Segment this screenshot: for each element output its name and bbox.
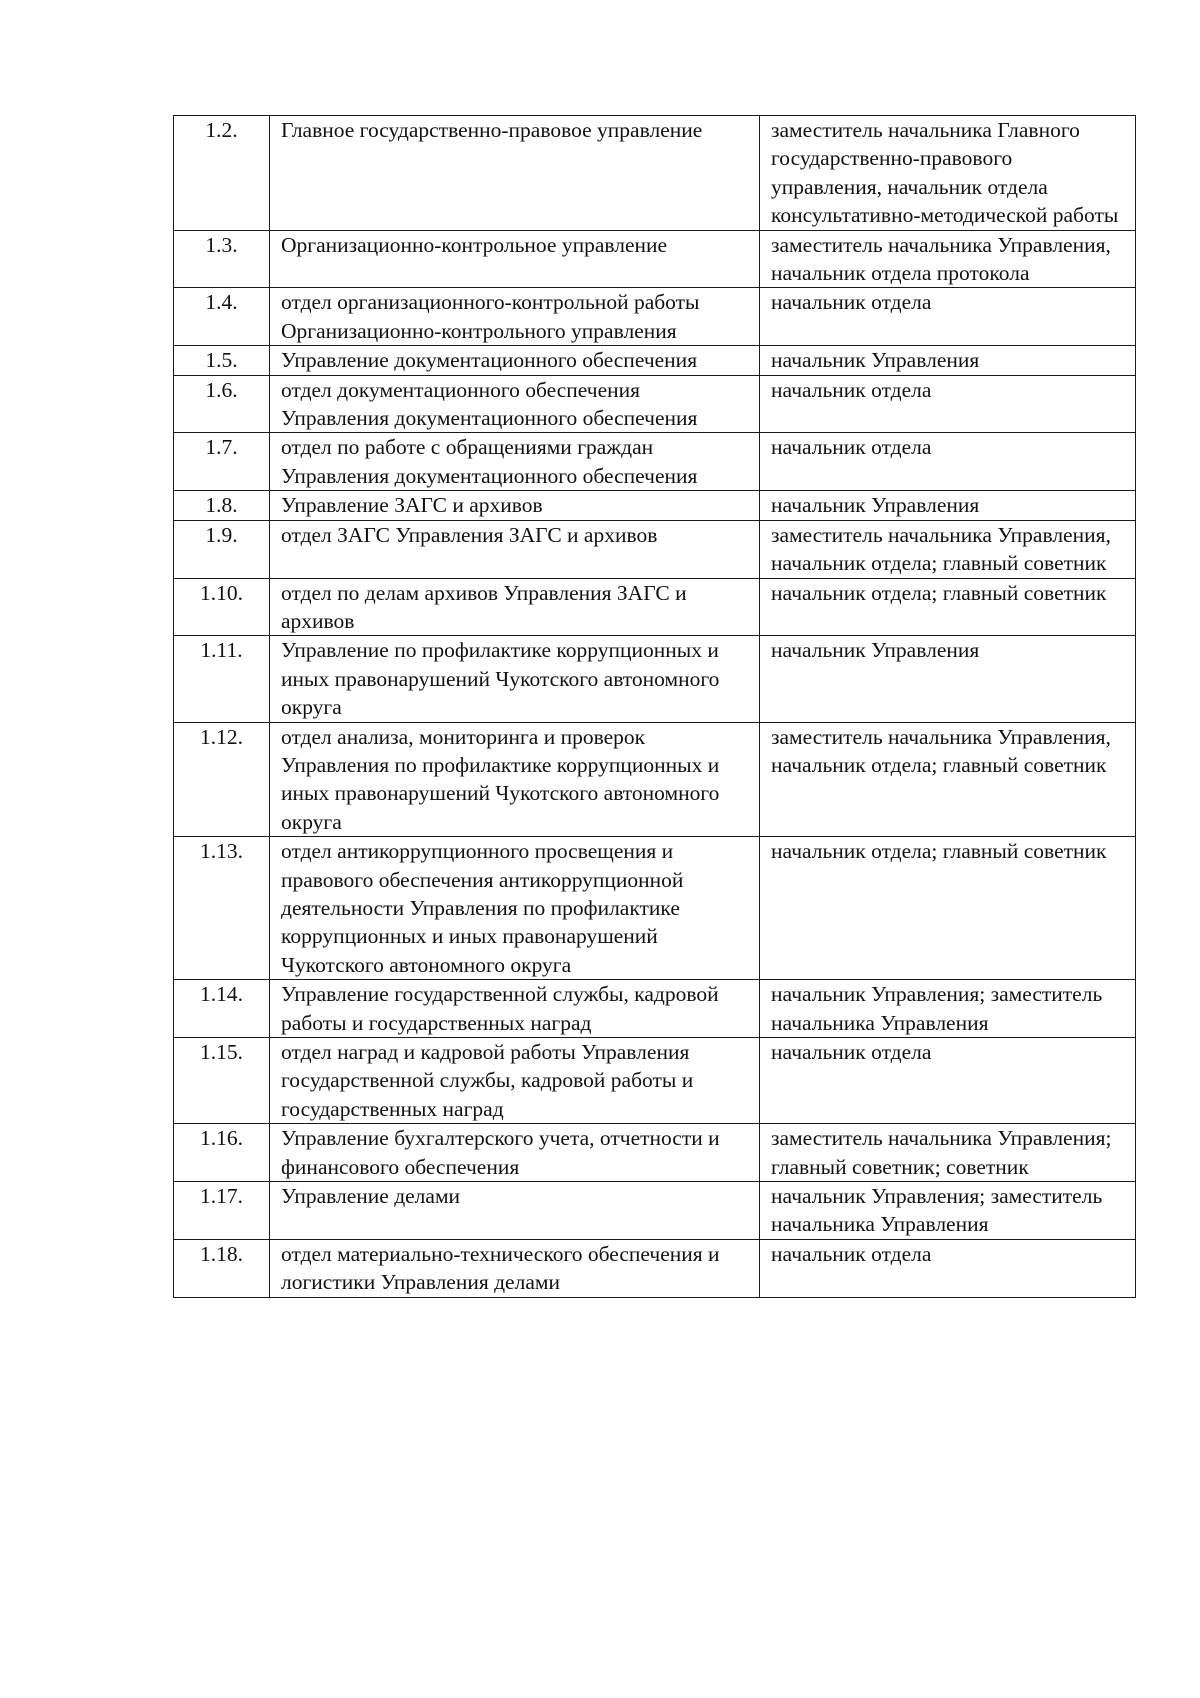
unit-name-cell: Управление делами: [270, 1182, 760, 1240]
position-cell: начальник отдела; главный советник: [760, 837, 1136, 980]
table-row: [174, 980, 1136, 1038]
position-cell: начальник отдела: [760, 288, 1136, 346]
position-cell: заместитель начальника Главного государственно-правового управления, начальник отдела консультативно-методической работы: [760, 116, 1136, 231]
row-number-cell: 1.3.: [174, 230, 270, 288]
row-number-cell: 1.8.: [174, 491, 270, 520]
unit-name-cell: отдел по работе с обращениями граждан Управления документационного обеспечения: [270, 433, 760, 491]
unit-name-cell: отдел по делам архивов Управления ЗАГС и архивов: [270, 578, 760, 636]
table-row: [174, 1038, 1136, 1124]
table-row: [174, 636, 1136, 722]
table-row: [174, 1239, 1136, 1297]
table-row: [174, 491, 1136, 520]
position-cell: начальник Управления: [760, 346, 1136, 375]
row-number-cell: 1.10.: [174, 578, 270, 636]
unit-name-cell: Организационно-контрольное управление: [270, 230, 760, 288]
row-number-cell: 1.18.: [174, 1239, 270, 1297]
row-number-cell: 1.12.: [174, 722, 270, 837]
position-cell: начальник Управления: [760, 636, 1136, 722]
table-row: [174, 116, 1136, 231]
position-cell: начальник Управления; заместитель начальника Управления: [760, 980, 1136, 1038]
table-row: [174, 375, 1136, 433]
position-cell: начальник отдела: [760, 1239, 1136, 1297]
position-cell: заместитель начальника Управления, начальник отдела; главный советник: [760, 520, 1136, 578]
unit-name-cell: Управление бухгалтерского учета, отчетности и финансового обеспечения: [270, 1124, 760, 1182]
table-row: [174, 722, 1136, 837]
table-row: [174, 288, 1136, 346]
table-row: [174, 837, 1136, 980]
unit-name-cell: Главное государственно-правовое управление: [270, 116, 760, 231]
unit-name-cell: отдел документационного обеспечения Управления документационного обеспечения: [270, 375, 760, 433]
unit-name-cell: отдел организационного-контрольной работы Организационно-контрольного управления: [270, 288, 760, 346]
unit-name-cell: Управление государственной службы, кадровой работы и государственных наград: [270, 980, 760, 1038]
position-cell: начальник отдела; главный советник: [760, 578, 1136, 636]
row-number-cell: 1.13.: [174, 837, 270, 980]
unit-name-cell: отдел наград и кадровой работы Управления государственной службы, кадровой работы и государственных наград: [270, 1038, 760, 1124]
table-row: [174, 433, 1136, 491]
table-row: [174, 520, 1136, 578]
position-cell: заместитель начальника Управления, начальник отдела протокола: [760, 230, 1136, 288]
table-body: [174, 116, 1136, 1298]
row-number-cell: 1.15.: [174, 1038, 270, 1124]
row-number-cell: 1.4.: [174, 288, 270, 346]
position-cell: начальник отдела: [760, 433, 1136, 491]
row-number-cell: 1.7.: [174, 433, 270, 491]
position-cell: заместитель начальника Управления; главный советник; советник: [760, 1124, 1136, 1182]
table-row: [174, 346, 1136, 375]
table-row: [174, 1182, 1136, 1240]
positions-table: [173, 115, 1136, 1298]
unit-name-cell: отдел ЗАГС Управления ЗАГС и архивов: [270, 520, 760, 578]
position-cell: заместитель начальника Управления, начальник отдела; главный советник: [760, 722, 1136, 837]
unit-name-cell: отдел материально-технического обеспечения и логистики Управления делами: [270, 1239, 760, 1297]
row-number-cell: 1.9.: [174, 520, 270, 578]
unit-name-cell: отдел антикоррупционного просвещения и правового обеспечения антикоррупционной деятельности Управления по профилактике коррупционных и иных правонарушений Чукотского автономного округа: [270, 837, 760, 980]
row-number-cell: 1.6.: [174, 375, 270, 433]
table-row: [174, 578, 1136, 636]
row-number-cell: 1.2.: [174, 116, 270, 231]
unit-name-cell: Управление по профилактике коррупционных и иных правонарушений Чукотского автономного округа: [270, 636, 760, 722]
row-number-cell: 1.17.: [174, 1182, 270, 1240]
unit-name-cell: Управление документационного обеспечения: [270, 346, 760, 375]
position-cell: начальник Управления: [760, 491, 1136, 520]
position-cell: начальник отдела: [760, 1038, 1136, 1124]
row-number-cell: 1.11.: [174, 636, 270, 722]
table-row: [174, 230, 1136, 288]
row-number-cell: 1.16.: [174, 1124, 270, 1182]
position-cell: начальник отдела: [760, 375, 1136, 433]
unit-name-cell: отдел анализа, мониторинга и проверок Управления по профилактике коррупционных и иных правонарушений Чукотского автономного округа: [270, 722, 760, 837]
unit-name-cell: Управление ЗАГС и архивов: [270, 491, 760, 520]
position-cell: начальник Управления; заместитель начальника Управления: [760, 1182, 1136, 1240]
row-number-cell: 1.14.: [174, 980, 270, 1038]
table-row: [174, 1124, 1136, 1182]
row-number-cell: 1.5.: [174, 346, 270, 375]
